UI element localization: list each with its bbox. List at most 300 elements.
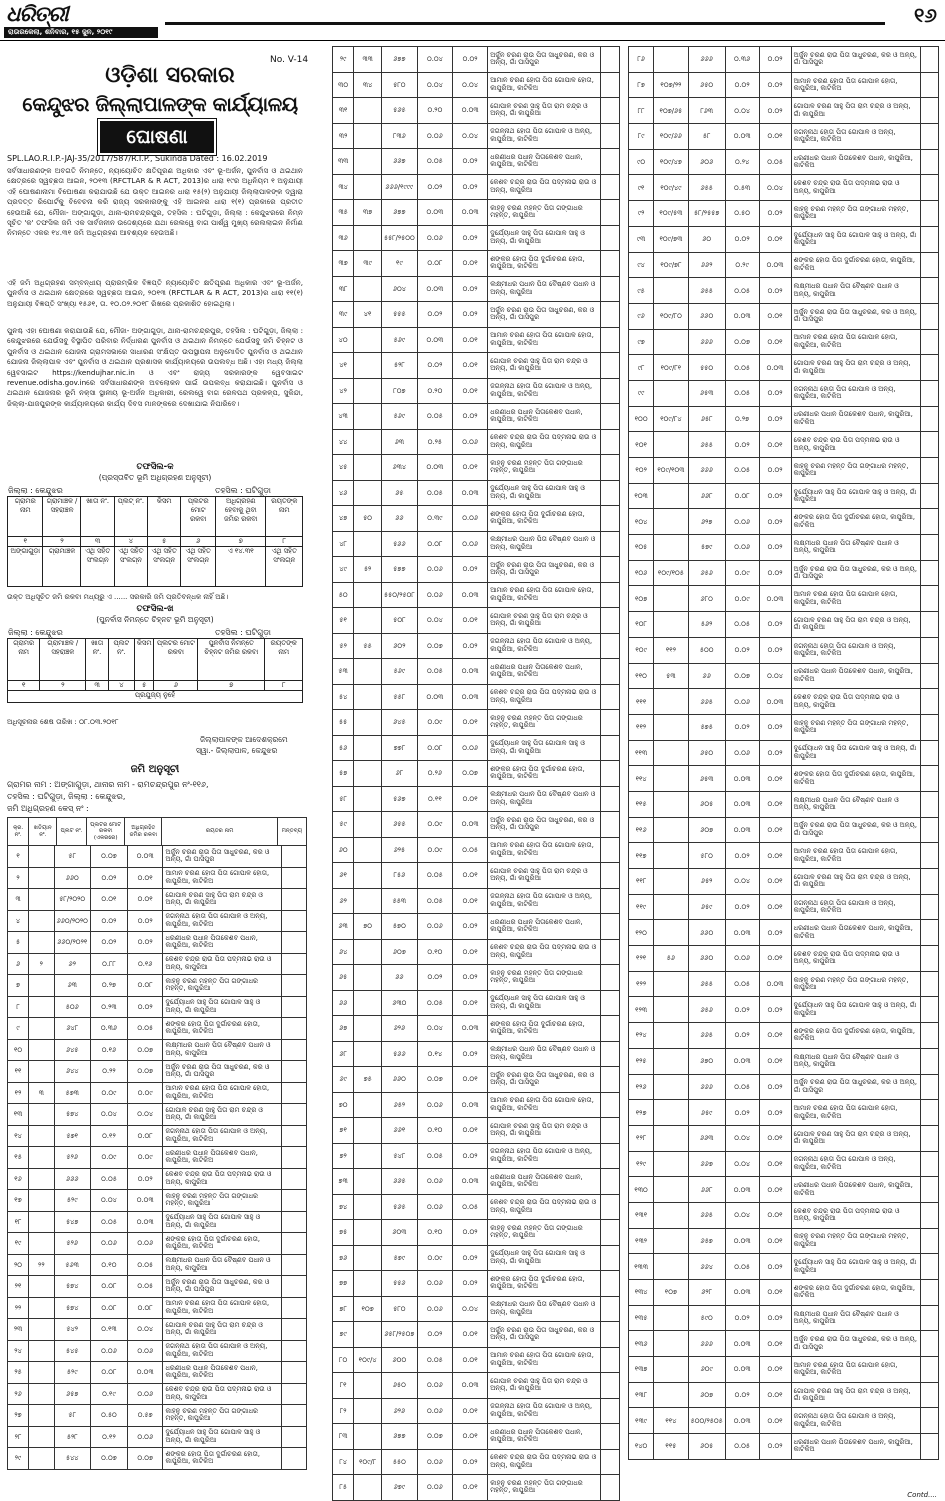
- table-row: [629, 406, 939, 432]
- ka-header-cell: ପ୍ଲଟ୍ ନଂ.: [114, 497, 147, 537]
- owner-name: ଜଗନ୍ନାଥ ହୋତା ପିତା ଗୋପାଳ ଓ ଅନ୍ୟ, କାପୁରିଆ, କାଟିକିଅ: [488, 378, 601, 404]
- remarks-cell: [600, 327, 619, 353]
- cell-acq: ୦.୦୧: [453, 786, 488, 812]
- remarks-cell: [282, 1233, 307, 1255]
- cell-acq: ୦.୦୨: [759, 509, 791, 535]
- cell-tot: ୦.୦୫: [725, 1254, 759, 1280]
- cell-kh: [354, 1143, 382, 1169]
- remarks-cell: [920, 586, 938, 612]
- cell-kh: [654, 1151, 688, 1177]
- cell-acq: ୦.୦୩: [453, 98, 488, 124]
- cell-kh: [29, 1190, 54, 1212]
- cell-plot: ୬୨୬: [381, 1398, 417, 1424]
- cell-sl: ୮୩: [333, 1424, 354, 1450]
- cell-plot: ୬୨୮: [688, 1280, 725, 1306]
- cell-tot: ୦.୨୬: [417, 761, 452, 787]
- cell-plot: ୬୦୫: [688, 1434, 725, 1460]
- table-row: [629, 47, 939, 73]
- owner-name: ଲକ୍ଷ୍ମୀଧର ପଧାନ ପିତା ବୈଷ୍ଣବ ପଧାନ ଓ ଅନ୍ୟ, କାପୁରିଆ: [488, 786, 601, 812]
- owner-name: ଆମାନ ଚରଣ ହୋତା ପିତା ଗୋପାଳ ହୋତା, କାପୁରିଆ, କାଟିକିଅ: [163, 1082, 282, 1104]
- remarks-cell: [600, 1322, 619, 1348]
- table-row: [629, 252, 939, 278]
- cell-kh: [354, 786, 382, 812]
- owner-name: ଆମାନ ଚରଣ ହୋତା ପିତା ଗୋପାଳ ହୋତା, କାପୁରିଆ, କାଟିକିଅ: [488, 582, 601, 608]
- cell-acq: ୦.୦୧: [759, 1177, 791, 1203]
- cell-plot: ୬୦୬: [688, 149, 725, 175]
- table-row: [629, 1382, 939, 1408]
- cell-kh: [354, 1424, 382, 1450]
- remarks-cell: [920, 1382, 938, 1408]
- remarks-cell: [920, 252, 938, 278]
- table-row: [333, 1092, 620, 1118]
- owner-name: କେଶବ ଚନ୍ଦ୍ର ରାଉ ପିତା ପଦ୍ମନାଭ ରାଉ ଓ ଅନ୍ୟ, କାପୁରିଆ: [163, 1383, 282, 1405]
- reference-line: SPL.LAO.R.I.P.-JAJ-35/2017/587/R.I.P., Sukinda Dated : 16.02.2019: [7, 154, 268, 163]
- cell-kh: ୫୨: [354, 557, 382, 583]
- signature-line-1: ଜିଲ୍ଲାପାଳଙ୍କ ଆଦେଶକ୍ରମେ: [200, 735, 288, 744]
- ka-header-cell: ଗ୍ରାମର ନାମ: [8, 497, 43, 537]
- table-row: [8, 1362, 307, 1384]
- cell-sl: ୧୩୮: [629, 1382, 654, 1408]
- cell-plot: ୭୭୮: [381, 735, 417, 761]
- owner-name: କେଶବ ଚନ୍ଦ୍ର ରାଉ ପିତା ପଦ୍ମନାଭ ରାଉ ଓ ଅନ୍ୟ, କାପୁରିଆ: [791, 1202, 920, 1228]
- cell-kh: [354, 149, 382, 175]
- cell-tot: ୦.୦୨: [417, 1322, 452, 1348]
- cell-kh: [354, 812, 382, 838]
- cell-plot: ୫୫୩: [381, 888, 417, 914]
- owner-name: ଜଗନ୍ନାଥ ହୋତା ପିତା ଗୋପାଳ ଓ ଅନ୍ୟ, କାପୁରିଆ, କାଟିକିଅ: [791, 1151, 920, 1177]
- cell-plot: ୫୬୬: [381, 531, 417, 557]
- cell-acq: ୦.୦୨: [453, 965, 488, 991]
- newspaper-logo: ଧରିତ୍ରୀ: [6, 1, 68, 26]
- cell-acq: ୦.୦୩: [759, 252, 791, 278]
- cell-tot: ୦.୦୨: [725, 843, 759, 869]
- cell-tot: ୦.୦୩: [417, 276, 452, 302]
- cell-sl: ୧୨୭: [629, 1100, 654, 1126]
- owner-name: ଗୋପାଳ ଚରଣ ସାହୁ ପିତା ରାମ ଚନ୍ଦ୍ର ଓ ଅନ୍ୟ, ଗାଁ କାପୁରିଆ: [791, 1125, 920, 1151]
- owner-name: ଧରଣୀଧର ପଧାନ ପିତାକେଶବ ପଧାନ, କାପୁରିଆ, କାଟିକିଅ: [488, 659, 601, 685]
- remarks-cell: [920, 98, 938, 124]
- remarks-cell: [920, 1202, 938, 1228]
- owner-name: ଧରଣୀଧର ପଧାନ ପିତାକେଶବ ପଧାନ, କାପୁରିଆ, କାଟିକିଅ: [791, 1177, 920, 1203]
- remarks-cell: [282, 1254, 307, 1276]
- cell-kh: [654, 535, 688, 561]
- cell-plot: ୫୯୦: [688, 1305, 725, 1331]
- cell-acq: ୦.୦୧: [453, 327, 488, 353]
- cell-kh: ୩୪: [354, 72, 382, 98]
- table-row: [333, 531, 620, 557]
- remarks-cell: [282, 1039, 307, 1061]
- owner-name: ଜଗନ୍ନାଥ ହୋତା ପିତା ଗୋପାଳ ଓ ଅନ୍ୟ, କାପୁରିଆ, କାଟିକିଅ: [488, 123, 601, 149]
- remarks-cell: [920, 946, 938, 972]
- table-row: [629, 946, 939, 972]
- cell-acq: ୦.୦୨: [759, 47, 791, 73]
- remarks-cell: [600, 455, 619, 481]
- cell-sl: ୧୧୯: [629, 894, 654, 920]
- owner-name: ଆମାନ ଚରଣ ହୋତା ପିତା ଗୋପାଳ ହୋତା, କାପୁରିଆ, କାଟିକିଅ: [791, 72, 920, 98]
- cell-sl: ୯୩: [629, 226, 654, 252]
- table-row: [333, 1067, 620, 1093]
- ka-row-cell: ଏ ୧୪.୩୧: [216, 547, 266, 587]
- owner-name: କେଶବ ଚନ୍ଦ୍ର ରାଉ ପିତା ପଦ୍ମନାଭ ରାଉ ଓ ଅନ୍ୟ, କାପୁରିଆ: [488, 429, 601, 455]
- remarks-cell: [920, 1228, 938, 1254]
- owner-name: ଦୁର୍ଯ୍ୟୋଧନ ସାହୁ ପିତା ଗୋପାଳ ସାହୁ ଓ ଅନ୍ୟ, ଗାଁ କାପୁରିଆ: [163, 1211, 282, 1233]
- cell-acq: ୦.୦୧: [453, 939, 488, 965]
- cell-plot: ୬୫୭: [688, 1228, 725, 1254]
- owner-name: କାହ୍ନୁ ଚରଣ ମହନ୍ତ ପିତା ଗଙ୍ଗାଧର ମହନ୍ତ, କାପୁରିଆ: [791, 1228, 920, 1254]
- remarks-cell: [600, 1424, 619, 1450]
- remarks-cell: [282, 1082, 307, 1104]
- cell-kh: ୧୦୯/୫୩: [654, 201, 688, 227]
- cell-plot: ୫୫୦: [688, 355, 725, 381]
- cell-sl: ୬୧: [333, 863, 354, 889]
- remarks-cell: [282, 996, 307, 1018]
- cell-kh: [354, 659, 382, 685]
- cell-tot: ୦.୦୬: [417, 1271, 452, 1297]
- cell-tot: ୦.୦୬: [417, 582, 452, 608]
- owner-name: ଦୁର୍ଯ୍ୟୋଧନ ସାହୁ ପିତା ଗୋପାଳ ସାହୁ ଓ ଅନ୍ୟ, ଗାଁ କାପୁରିଆ: [488, 225, 601, 251]
- remarks-cell: [920, 432, 938, 458]
- cell-tot: ୦.୦୯: [90, 1147, 127, 1169]
- cell-sl: ୪୦: [333, 327, 354, 353]
- cell-kh: [654, 47, 688, 73]
- cell-acq: ୦.୦୧: [453, 378, 488, 404]
- cell-tot: ୦.୦୬: [417, 1373, 452, 1399]
- schedule-kha-table: [7, 638, 303, 703]
- remarks-cell: [282, 1211, 307, 1233]
- table-row: [629, 740, 939, 766]
- cell-sl: ୪୧: [333, 353, 354, 379]
- cell-kh: ୧୦୯/୬୬: [654, 124, 688, 150]
- cell-acq: ୦.୦୩: [759, 689, 791, 715]
- table-row: [8, 1104, 307, 1126]
- kha-column-number: ୭: [198, 681, 265, 691]
- cell-sl: ୫୧: [333, 608, 354, 634]
- cell-kh: [654, 1357, 688, 1383]
- cell-tot: ୦.୩୬: [90, 1018, 127, 1040]
- cell-sl: ୧୦୭: [629, 586, 654, 612]
- cell-tot: ୦.୦୭: [90, 846, 127, 868]
- cell-sl: ୩: [8, 889, 29, 911]
- table-row: [629, 1331, 939, 1357]
- cell-tot: ୦.୦୫: [417, 1347, 452, 1373]
- cell-tot: ୦.୦୨: [417, 302, 452, 328]
- cell-kh: [29, 1147, 54, 1169]
- remarks-cell: [282, 1147, 307, 1169]
- cell-sl: ୧୧୪: [629, 766, 654, 792]
- table-row: [333, 225, 620, 251]
- cell-acq: ୦.୦୫: [759, 149, 791, 175]
- cell-sl: ୧୦୩: [629, 483, 654, 509]
- ka-column-number: ୭: [216, 537, 266, 547]
- kha-header-cell: ପୁନର୍ବାସ ନିମନ୍ତେ ଚିହ୍ନଟ ଜମିର ରକବା: [198, 639, 265, 681]
- office-heading: କେନ୍ଦୁଝର ଜିଲ୍ଲାପାଳଙ୍କ କାର୍ଯ୍ୟାଳୟ: [22, 92, 298, 116]
- table-row: [8, 1190, 307, 1212]
- land-header-cell: ମନ୍ତବ୍ୟ: [277, 818, 306, 846]
- cell-sl: ୪୪: [333, 429, 354, 455]
- cell-tot: ୦.୦୯: [417, 710, 452, 736]
- cell-plot: ୫୦୬: [54, 996, 90, 1018]
- owner-name: ଆମାନ ଚରଣ ହୋତା ପିତା ଗୋପାଳ ହୋତା, କାପୁରିଆ, କାଟିକିଅ: [163, 1297, 282, 1319]
- cell-plot: ୮୬୩: [688, 98, 725, 124]
- owner-name: କାହ୍ନୁ ଚରଣ ମହନ୍ତ ପିତା ଗଙ୍ଗାଧର ମହନ୍ତ, କାପୁରିଆ: [488, 1475, 601, 1501]
- table-row: [333, 965, 620, 991]
- cell-plot: ୫୭୯: [381, 1245, 417, 1271]
- table-row: [333, 378, 620, 404]
- ka-row-cell: ଏଥି ସହିତ ସଂଲଗ୍ନ: [147, 547, 180, 587]
- cell-tot: ୦.୦୫: [417, 480, 452, 506]
- cell-kh: ୧୦୯/୧୦୩: [654, 458, 688, 484]
- owner-name: କାହ୍ନୁ ଚରଣ ମହନ୍ତ ପିତା ଗଙ୍ଗାଧର ମହନ୍ତ, କାପୁରିଆ: [488, 965, 601, 991]
- owner-name: ଅର୍ଜୁନ ଚରଣ ରାଉ ପିତା ସାଧୁଚରଣ, କର ଓ ଅନ୍ୟ, ଗାଁ ଘାସିପୁର: [791, 47, 920, 73]
- cell-plot: ୬୫୦: [381, 1373, 417, 1399]
- cell-sl: ୧୧୧: [629, 689, 654, 715]
- table-row: [629, 663, 939, 689]
- cell-plot: ୬୫୫: [381, 812, 417, 838]
- cell-acq: ୦.୦୧: [759, 1280, 791, 1306]
- owner-name: କାହ୍ନୁ ଚରଣ ମହନ୍ତ ପିତା ଗଙ୍ଗାଧର ମହନ୍ତ, କାପୁରିଆ: [163, 1405, 282, 1427]
- remarks-cell: [600, 1296, 619, 1322]
- cell-plot: ୬୬୧: [381, 1118, 417, 1144]
- cell-plot: ୬୬୨: [688, 252, 725, 278]
- owner-name: ଗୋପାଳ ଚରଣ ସାହୁ ପିତା ରାମ ଚନ୍ଦ୍ର ଓ ଅନ୍ୟ, ଗାଁ କାପୁରିଆ: [488, 98, 601, 124]
- cell-acq: ୦.୦୨: [453, 1041, 488, 1067]
- cell-tot: ୦.୫୩: [725, 175, 759, 201]
- remarks-cell: [282, 975, 307, 997]
- table-row: [8, 953, 307, 975]
- cell-tot: ୦.୦୫: [417, 888, 452, 914]
- cell-tot: ୦.୦୨: [417, 965, 452, 991]
- cell-kh: [29, 867, 54, 889]
- owner-name: ଶଙ୍କର ହୋତା ପିତା ଦୁର୍ଗାଚରଣ ହୋତା, କାପୁରିଆ, କାଟିକିଅ: [163, 1018, 282, 1040]
- owner-name: ଗୋପାଳ ଚରଣ ସାହୁ ପିତା ରାମ ଚନ୍ଦ୍ର ଓ ଅନ୍ୟ, ଗାଁ କାପୁରିଆ: [163, 889, 282, 911]
- cell-kh: [354, 1245, 382, 1271]
- kha-column-number: ୧: [8, 681, 40, 691]
- cell-acq: ୦.୦୩: [127, 846, 163, 868]
- ka-header-cell: ଖାତା ନଂ.: [81, 497, 114, 537]
- cell-kh: [654, 586, 688, 612]
- remarks-cell: [600, 1347, 619, 1373]
- cell-tot: ୦.୦୯: [90, 1082, 127, 1104]
- schedule-ka-table: [7, 496, 303, 587]
- owner-name: ଅର୍ଜୁନ ଚରଣ ରାଉ ପିତା ସାଧୁଚରଣ, କର ଓ ଅନ୍ୟ, ଗାଁ ଘାସିପୁର: [488, 1067, 601, 1093]
- cell-acq: ୦.୦୨: [759, 406, 791, 432]
- cell-sl: ୧୫: [8, 1147, 29, 1169]
- cell-sl: ୧୯: [8, 1233, 29, 1255]
- remarks-cell: [920, 689, 938, 715]
- remarks-cell: [600, 557, 619, 583]
- cell-tot: ୦.୦୫: [417, 1143, 452, 1169]
- table-row: [333, 582, 620, 608]
- continued-note: Contd....: [907, 1491, 937, 1499]
- table-row: [333, 276, 620, 302]
- government-heading: ଓଡ଼ିଶା ସରକାର: [105, 62, 235, 88]
- cell-plot: ୫୬୨: [688, 612, 725, 638]
- cell-plot: ୫୫୫: [381, 302, 417, 328]
- cell-kh: ୧୦୯/୪୭: [654, 149, 688, 175]
- owner-name: ଅର୍ଜୁନ ଚରଣ ରାଉ ପିତା ସାଧୁଚରଣ, କର ଓ ଅନ୍ୟ, ଗାଁ ଘାସିପୁର: [791, 1331, 920, 1357]
- cell-acq: ୦.୦୧: [759, 869, 791, 895]
- cell-plot: ୫୬୫: [381, 1194, 417, 1220]
- cell-tot: ୦.୦୭: [725, 329, 759, 355]
- remarks-cell: [920, 894, 938, 920]
- remarks-cell: [282, 1319, 307, 1341]
- remarks-cell: [600, 888, 619, 914]
- cell-sl: ୧୩୩: [629, 1254, 654, 1280]
- land-header-cell: ଖତିୟାନ ନଂ.: [29, 818, 57, 846]
- cell-plot: ୬୬୪: [688, 1254, 725, 1280]
- cell-plot: ୬୬୦/୨୦୨୦: [54, 910, 90, 932]
- cell-tot: ୦.୦୬: [725, 946, 759, 972]
- case-line: ଜମି ଅଧିଗ୍ରହଣ କେସ୍ ନଂ :: [7, 804, 89, 813]
- cell-tot: ୦.୦୩: [417, 455, 452, 481]
- table-row: [629, 586, 939, 612]
- remarks-cell: [920, 355, 938, 381]
- cell-kh: [654, 1202, 688, 1228]
- cell-kh: [354, 735, 382, 761]
- cell-tot: ୦.୦୨: [725, 714, 759, 740]
- cell-plot: ୬୫୩: [688, 766, 725, 792]
- cell-acq: ୦.୦୨: [453, 633, 488, 659]
- remarks-cell: [920, 175, 938, 201]
- cell-tot: ୦.୦୮: [90, 1297, 127, 1319]
- cell-tot: ୦.୦୮: [90, 1362, 127, 1384]
- cell-sl: ୨: [8, 867, 29, 889]
- remarks-cell: [600, 531, 619, 557]
- cell-sl: ୬୭: [333, 1016, 354, 1042]
- cell-kh: [654, 894, 688, 920]
- cell-kh: [354, 353, 382, 379]
- cell-sl: ୨୧: [8, 1276, 29, 1298]
- cell-tot: ୦.୦୩: [417, 200, 452, 226]
- cell-sl: ୪୨: [333, 378, 354, 404]
- cell-acq: ୦.୦୨: [453, 1245, 488, 1271]
- cell-sl: ୪୬: [333, 480, 354, 506]
- cell-acq: ୦.୦୨: [453, 1143, 488, 1169]
- cell-sl: ୧୧୭: [629, 843, 654, 869]
- table-row: [629, 1202, 939, 1228]
- remarks-cell: [920, 1305, 938, 1331]
- cell-sl: ୪: [8, 910, 29, 932]
- cell-plot: ୬୦୭: [381, 939, 417, 965]
- cell-plot: ୬୬୦: [381, 1067, 417, 1093]
- cell-kh: [354, 939, 382, 965]
- cell-sl: ୭୩: [333, 1169, 354, 1195]
- cell-sl: ୧୨୯: [629, 1151, 654, 1177]
- cell-sl: ୧୪: [8, 1125, 29, 1147]
- cell-tot: ୦.୦୬: [417, 557, 452, 583]
- owner-name: କେଶବ ଚନ୍ଦ୍ର ରାଉ ପିତା ପଦ୍ମନାଭ ରାଉ ଓ ଅନ୍ୟ, କାପୁରିଆ: [791, 175, 920, 201]
- cell-kh: [354, 1169, 382, 1195]
- cell-kh: ୧୧୨: [654, 637, 688, 663]
- cell-kh: ୭୫: [354, 1067, 382, 1093]
- table-row: [629, 766, 939, 792]
- cell-kh: [654, 920, 688, 946]
- remarks-cell: [600, 47, 619, 73]
- cell-tot: ୦.୦୪: [725, 1125, 759, 1151]
- cell-sl: ୧୧୩: [629, 740, 654, 766]
- cell-kh: [29, 975, 54, 997]
- cell-acq: ୦.୦୧: [759, 766, 791, 792]
- owner-name: ଜଗନ୍ନାଥ ହୋତା ପିତା ଗୋପାଳ ଓ ଅନ୍ୟ, କାପୁରିଆ, କାଟିକିଅ: [791, 894, 920, 920]
- cell-kh: [354, 1016, 382, 1042]
- remarks-cell: [282, 1383, 307, 1405]
- table-row: [629, 1151, 939, 1177]
- remarks-cell: [920, 920, 938, 946]
- owner-name: ଦୁର୍ଯ୍ୟୋଧନ ସାହୁ ପିତା ଗୋପାଳ ସାହୁ ଓ ଅନ୍ୟ, ଗାଁ କାପୁରିଆ: [791, 997, 920, 1023]
- cell-plot: ୬୭୭: [381, 200, 417, 226]
- schedule-kha-title: ତଫସିଲ-ଖ: [136, 604, 174, 614]
- cell-acq: ୦.୦୧: [759, 1382, 791, 1408]
- owner-name: କେଶବ ଚନ୍ଦ୍ର ରାଉ ପିତା ପଦ୍ମନାଭ ରାଉ ଓ ଅନ୍ୟ, କାପୁରିଆ: [488, 684, 601, 710]
- cell-plot: ୫୭୪: [54, 1104, 90, 1126]
- cell-sl: ୧୨: [8, 1082, 29, 1104]
- cell-plot: ୫୦୦/୨୫୦୫: [688, 1408, 725, 1434]
- cell-plot: ୫୨୯: [54, 1190, 90, 1212]
- cell-sl: ୫୩: [333, 659, 354, 685]
- remarks-cell: [282, 953, 307, 975]
- cell-plot: ୫୬୭: [381, 786, 417, 812]
- cell-plot: ୫୨୬: [54, 1233, 90, 1255]
- cell-plot: ୫୪୮: [381, 1143, 417, 1169]
- remarks-cell: [600, 506, 619, 532]
- owner-name: ଦୁର୍ଯ୍ୟୋଧନ ସାହୁ ପିତା ଗୋପାଳ ସାହୁ ଓ ଅନ୍ୟ, ଗାଁ କାପୁରିଆ: [791, 740, 920, 766]
- owner-name: ଲକ୍ଷ୍ମୀଧର ପଧାନ ପିତା ବୈଷ୍ଣବ ପଧାନ ଓ ଅନ୍ୟ, କାପୁରିଆ: [791, 791, 920, 817]
- cell-kh: [654, 997, 688, 1023]
- cell-sl: ୭୭: [333, 1271, 354, 1297]
- cell-tot: ୦.୦୬: [417, 1169, 452, 1195]
- cell-kh: [654, 509, 688, 535]
- cell-acq: ୦.୦୧: [759, 1202, 791, 1228]
- cell-sl: ୧୦୧: [629, 432, 654, 458]
- cell-kh: [654, 278, 688, 304]
- cell-acq: ୦.୦୪: [453, 1296, 488, 1322]
- cell-tot: ୦.୦୫: [417, 863, 452, 889]
- owner-name: ଦୁର୍ଯ୍ୟୋଧନ ସାହୁ ପିତା ଗୋପାଳ ସାହୁ ଓ ଅନ୍ୟ, ଗାଁ କାପୁରିଆ: [488, 1245, 601, 1271]
- remarks-cell: [600, 1194, 619, 1220]
- remarks-cell: [600, 98, 619, 124]
- cell-plot: ୬୦୯: [688, 1357, 725, 1383]
- cell-acq: ୦.୦୧: [759, 946, 791, 972]
- remarks-cell: [282, 1190, 307, 1212]
- cell-tot: ୦.୦୩: [725, 1048, 759, 1074]
- cell-acq: ୦.୦୧: [453, 353, 488, 379]
- owner-name: ଜଗନ୍ନାଥ ହୋତା ପିତା ଗୋପାଳ ଓ ଅନ୍ୟ, କାପୁରିଆ, କାଟିକିଅ: [163, 1125, 282, 1147]
- cell-plot: ୬୩୦: [381, 990, 417, 1016]
- cell-plot: ୬୬: [381, 506, 417, 532]
- cell-sl: ୬୩: [333, 914, 354, 940]
- cell-acq: ୦.୦୧: [759, 817, 791, 843]
- remarks-cell: [600, 812, 619, 838]
- owner-name: ଲକ୍ଷ୍ମୀଧର ପଧାନ ପିତା ବୈଷ୍ଣବ ପଧାନ ଓ ଅନ୍ୟ, କାପୁରିଆ: [791, 1305, 920, 1331]
- table-row: [333, 1118, 620, 1144]
- cell-acq: ୦.୦୬: [127, 1383, 163, 1405]
- cell-sl: ୧୦୬: [629, 560, 654, 586]
- land-header-cell: ପ୍ଲଟର ମୋଟ ରକବା (ଏକରରେ): [86, 818, 124, 846]
- cell-kh: ୫୫: [354, 633, 382, 659]
- cell-kh: [29, 1340, 54, 1362]
- cell-plot: ୮୫୬: [381, 863, 417, 889]
- cell-kh: [29, 1125, 54, 1147]
- cell-sl: ୫୭: [333, 761, 354, 787]
- cell-tot: ୦.୦୫: [90, 1168, 127, 1190]
- ka-row-cell: ଅଙ୍ଗାଗୁଡ଼ା: [8, 547, 43, 587]
- owner-name: ଲକ୍ଷ୍ମୀଧର ପଧାନ ପିତା ବୈଷ୍ଣବ ପଧାନ ଓ ଅନ୍ୟ, କାପୁରିଆ: [163, 1254, 282, 1276]
- cell-kh: [354, 761, 382, 787]
- cell-kh: ୪୧: [354, 302, 382, 328]
- table-row: [333, 455, 620, 481]
- district-label: ଜିଲ୍ଲା : କେନ୍ଦୁଝର: [8, 486, 63, 495]
- remarks-cell: [282, 1125, 307, 1147]
